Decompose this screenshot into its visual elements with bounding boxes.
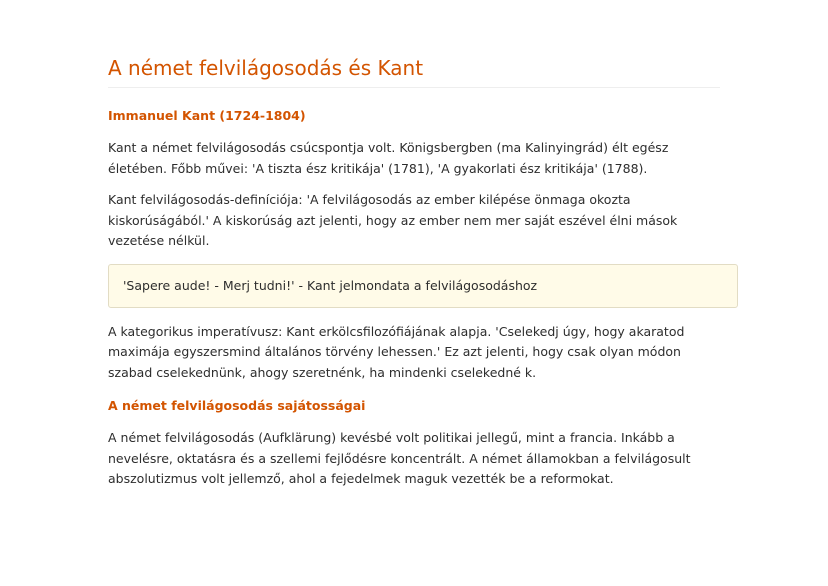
quote-text: 'Sapere aude! - Merj tudni!' - Kant jelmondata a felvilágosodáshoz: [123, 277, 538, 293]
section-heading-features: A német felvilágosodás sajátosságai: [108, 398, 366, 413]
section-heading-kant: Immanuel Kant (1724-1804): [108, 108, 306, 123]
paragraph-categorical-imperative: A kategorikus imperatívusz: Kant erkölcsfilozófiájának alapja. 'Cselekedj úgy, hogy akaratod maximája egyszersmind általános törvény lehessen.' Ez azt jelenti, hogy csak olyan módon szabad cselekednünk, ahogy szeretnénk, ha mindenki cselekedné k.: [108, 323, 685, 380]
paragraph-aufklarung: A német felvilágosodás (Aufklärung) kevésbé volt politikai jellegű, mint a francia. Inkább a nevelésre, oktatásra és a szellemi fejlődésre koncentrált. A német államokban a felvilágosult abszolutizmus volt jellemző, ahol a fejedelmek maguk vezették be a reformokat.: [108, 430, 691, 486]
title-divider: [108, 87, 720, 88]
paragraph-kant-intro: Kant a német felvilágosodás csúcspontja volt. Königsbergben (ma Kalinyingrád) élt egész életében. Főbb művei: 'A tiszta ész kritikája' (1781), 'A gyakorlati ész kritikája' (1788).: [108, 140, 669, 176]
paragraph-kant-definition: Kant felvilágosodás-definíciója: 'A felvilágosodás az ember kilépése önmaga okozta kiskorúságából.' A kiskorúság azt jelenti, hogy az ember nem mer saját eszével élni mások vezetése nélkül.: [108, 192, 678, 248]
page-title: A német felvilágosodás és Kant: [108, 56, 424, 80]
article: [108, 50, 752, 490]
quote-box: [108, 264, 738, 308]
